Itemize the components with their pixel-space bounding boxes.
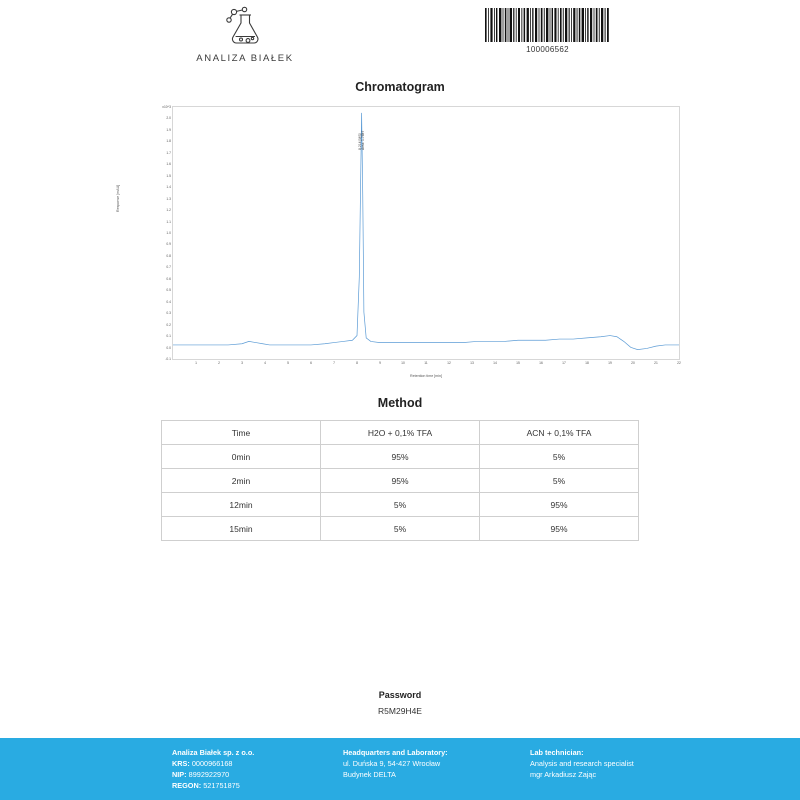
chart-trace — [173, 107, 679, 359]
chart-y-tick: 1.1 — [166, 219, 171, 224]
chart-x-tick: 4 — [264, 361, 266, 365]
table-cell: 95% — [480, 493, 639, 517]
table-cell: 95% — [321, 445, 480, 469]
chart-y-tick: 0.7 — [166, 265, 171, 270]
chart-y-tick: 1.2 — [166, 208, 171, 213]
chart-y-tick: 2.0 — [166, 116, 171, 121]
chart-y-tick: 0.8 — [166, 253, 171, 258]
footer-address-block — [343, 748, 448, 781]
brand-name: ANALIZA BIAŁEK — [196, 53, 294, 64]
document-footer — [0, 738, 800, 800]
flask-molecule-icon — [217, 6, 273, 48]
footer-address-line1: ul. Duńska 9, 54-427 Wrocław — [343, 758, 441, 768]
chart-peak-annotation: 8.214 [MS] — [357, 133, 362, 150]
table-cell: 5% — [321, 517, 480, 541]
chart-y-tick: 1.9 — [166, 127, 171, 132]
chart-y-tick: x10^3 — [162, 105, 171, 109]
footer-krs — [172, 759, 254, 770]
table-cell: 2min — [162, 469, 321, 493]
chart-y-tick: 1.7 — [166, 150, 171, 155]
table-cell: 5% — [480, 469, 639, 493]
chart-y-tick: 0.6 — [166, 276, 171, 281]
table-cell: 95% — [480, 517, 639, 541]
chart-y-tick: 1.4 — [166, 185, 171, 190]
footer-nip-value: 8992922970 — [188, 769, 230, 779]
chart-x-tick: 13 — [470, 361, 474, 365]
chart-x-tick: 10 — [401, 361, 405, 365]
chart-x-tick: 7 — [333, 361, 335, 365]
table-row — [162, 469, 639, 493]
footer-technician-name: mgr Arkadiusz Zając — [530, 769, 597, 779]
chart-x-tick: 9 — [379, 361, 381, 365]
chart-x-tick: 22 — [677, 361, 681, 365]
footer-technician-title: Lab technician: — [530, 748, 584, 757]
table-cell: 95% — [321, 469, 480, 493]
footer-technician-role: Analysis and research specialist — [530, 758, 634, 768]
barcode-block — [485, 8, 610, 54]
table-cell: 15min — [162, 517, 321, 541]
password-block — [0, 690, 800, 716]
chart-y-tick: 0.3 — [166, 311, 171, 316]
chart-x-tick: 1 — [195, 361, 197, 365]
column-header-water: H2O + 0,1% TFA — [321, 421, 480, 445]
chart-y-axis-label: Response [mAU] — [116, 184, 120, 212]
barcode-image — [485, 8, 610, 42]
footer-krs-value: 0000966168 — [191, 758, 233, 768]
chart-y-tick: 0.2 — [166, 322, 171, 327]
footer-nip-label: NIP: — [172, 769, 187, 779]
column-header-time: Time — [162, 421, 321, 445]
footer-krs-label: KRS: — [172, 758, 190, 768]
chromatogram-title: Chromatogram — [355, 80, 445, 94]
table-cell: 5% — [480, 445, 639, 469]
chart-x-tick: 2 — [218, 361, 220, 365]
chart-x-tick: 12 — [447, 361, 451, 365]
table-cell: 12min — [162, 493, 321, 517]
method-table-body — [162, 445, 639, 541]
chart-y-tick: 0.4 — [166, 299, 171, 304]
chart-x-tick: 14 — [493, 361, 497, 365]
chart-x-tick: 11 — [424, 361, 428, 365]
brand-logo — [160, 6, 330, 64]
chart-x-tick: 3 — [241, 361, 243, 365]
chart-x-tick: 6 — [310, 361, 312, 365]
footer-regon-label: REGON: — [172, 780, 202, 790]
table-row — [162, 445, 639, 469]
method-table — [161, 420, 639, 541]
footer-technician-block — [530, 748, 634, 781]
chart-x-axis-label: Retention time [min] — [410, 374, 442, 378]
method-title: Method — [377, 396, 423, 410]
document-header — [0, 0, 800, 72]
chart-y-tick: 1.5 — [166, 173, 171, 178]
chart-x-tick: 21 — [654, 361, 658, 365]
chart-x-tick: 17 — [562, 361, 566, 365]
table-cell: 5% — [321, 493, 480, 517]
chart-y-tick: 0.1 — [166, 334, 171, 339]
chart-x-tick: 19 — [608, 361, 612, 365]
table-row — [162, 493, 639, 517]
chart-y-tick: 0.5 — [166, 288, 171, 293]
chart-y-tick: 1.3 — [166, 196, 171, 201]
chart-x-tick: 15 — [516, 361, 520, 365]
footer-regon-value: 521751875 — [203, 780, 240, 790]
footer-address-title: Headquarters and Laboratory: — [343, 748, 448, 757]
chart-y-tick: 0.0 — [166, 345, 171, 350]
chart-peak-annotation: Area: 1.78e7 — [361, 130, 366, 150]
password-label: Password — [378, 690, 422, 700]
password-value: R5M29H4E — [378, 706, 422, 716]
chart-y-tick: 1.0 — [166, 231, 171, 235]
chart-x-tick: 5 — [287, 361, 289, 365]
column-header-acn: ACN + 0,1% TFA — [480, 421, 639, 445]
footer-regon — [172, 781, 254, 792]
chart-y-tick: 0.9 — [166, 242, 171, 247]
footer-company-block — [172, 748, 254, 792]
chart-y-tick: 1.6 — [166, 162, 171, 167]
chart-y-tick: -0.1 — [165, 357, 171, 361]
table-row — [162, 517, 639, 541]
table-header-row — [162, 421, 639, 445]
barcode-number: 100006562 — [526, 45, 569, 54]
chart-plot-area — [162, 105, 681, 365]
chart-x-tick: 16 — [539, 361, 543, 365]
chart-y-tick: 1.8 — [166, 139, 171, 144]
chromatogram-chart — [116, 102, 681, 382]
table-cell: 0min — [162, 445, 321, 469]
chart-x-tick: 20 — [631, 361, 635, 365]
footer-nip — [172, 770, 254, 781]
footer-address-line2: Budynek DELTA — [343, 769, 396, 779]
chart-x-tick: 18 — [585, 361, 589, 365]
footer-company-name: Analiza Białek sp. z o.o. — [172, 748, 255, 757]
chart-x-tick: 8 — [356, 361, 358, 365]
